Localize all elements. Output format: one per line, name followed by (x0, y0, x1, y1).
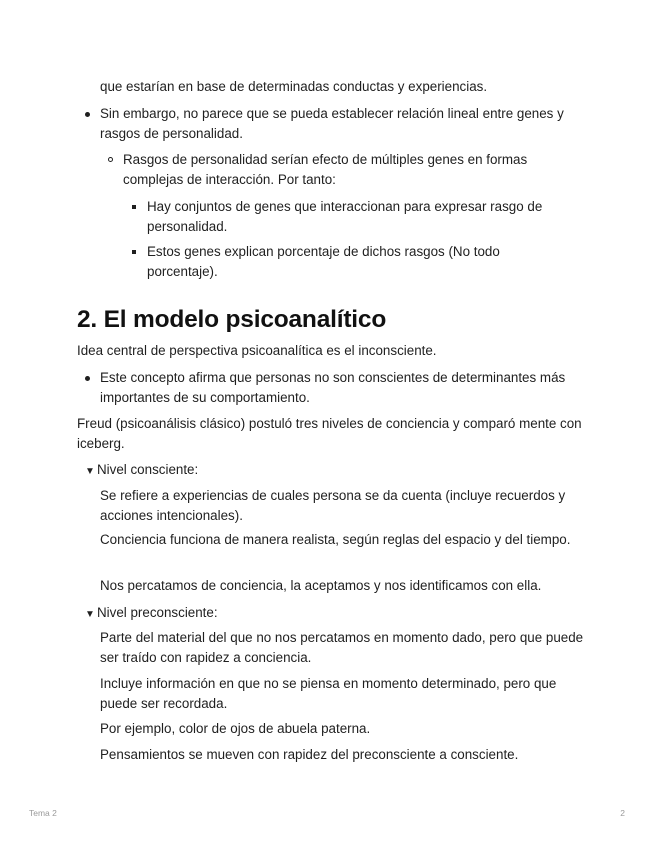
toggle-child-text: Pensamientos se mueven con rapidez del preconsciente a consciente. (100, 747, 519, 762)
freud-paragraph: Freud (psicoanálisis clásico) postuló tres niveles de conciencia y comparó mente con iceberg. (77, 416, 582, 451)
triangle-down-icon[interactable]: ▼ (85, 609, 95, 620)
toggle-child-text: Se refiere a experiencias de cuales persona se da cuenta (incluye recuerdos y acciones intencionales). (100, 488, 566, 523)
sub-bullet-item: Rasgos de personalidad serían efecto de múltiples genes en formas complejas de interacción. Por tanto: (123, 150, 543, 189)
toggle-nivel-consciente[interactable] (85, 460, 198, 482)
footer-title: Tema 2 (29, 808, 57, 818)
triangle-down-icon[interactable]: ▼ (85, 466, 95, 477)
toggle-child-text: Nos percatamos de conciencia, la aceptamos y nos identificamos con ella. (100, 578, 542, 593)
sub-sub-bullet-item: Estos genes explican porcentaje de dichos rasgos (No todo porcentaje). (147, 242, 567, 281)
toggle-label: Nivel preconsciente: (97, 605, 218, 620)
toggle-nivel-preconsciente[interactable] (85, 603, 218, 625)
footer-page-number: 2 (620, 808, 625, 818)
toggle-child-text: Conciencia funciona de manera realista, según reglas del espacio y del tiempo. (100, 532, 571, 547)
section-heading: 2. El modelo psicoanalítico (77, 306, 387, 333)
toggle-label: Nivel consciente: (97, 462, 199, 477)
intro-paragraph: Idea central de perspectiva psicoanalítica es el inconsciente. (77, 343, 437, 358)
continuation-text: que estarían en base de determinadas conductas y experiencias. (100, 79, 488, 94)
toggle-child-text: Incluye información en que no se piensa en momento determinado, pero que puede ser recordada. (100, 676, 557, 711)
bullet-item: Sin embargo, no parece que se pueda establecer relación lineal entre genes y rasgos de personalidad. (100, 104, 585, 143)
bullet-item: Este concepto afirma que personas no son conscientes de determinantes más importantes de su comportamiento. (100, 368, 585, 407)
sub-sub-bullet-item: Hay conjuntos de genes que interaccionan para expresar rasgo de personalidad. (147, 197, 567, 236)
toggle-child-text: Por ejemplo, color de ojos de abuela paterna. (100, 721, 371, 736)
toggle-child-text: Parte del material del que no nos percatamos en momento dado, pero que puede ser traído con rapidez a conciencia. (100, 630, 584, 665)
